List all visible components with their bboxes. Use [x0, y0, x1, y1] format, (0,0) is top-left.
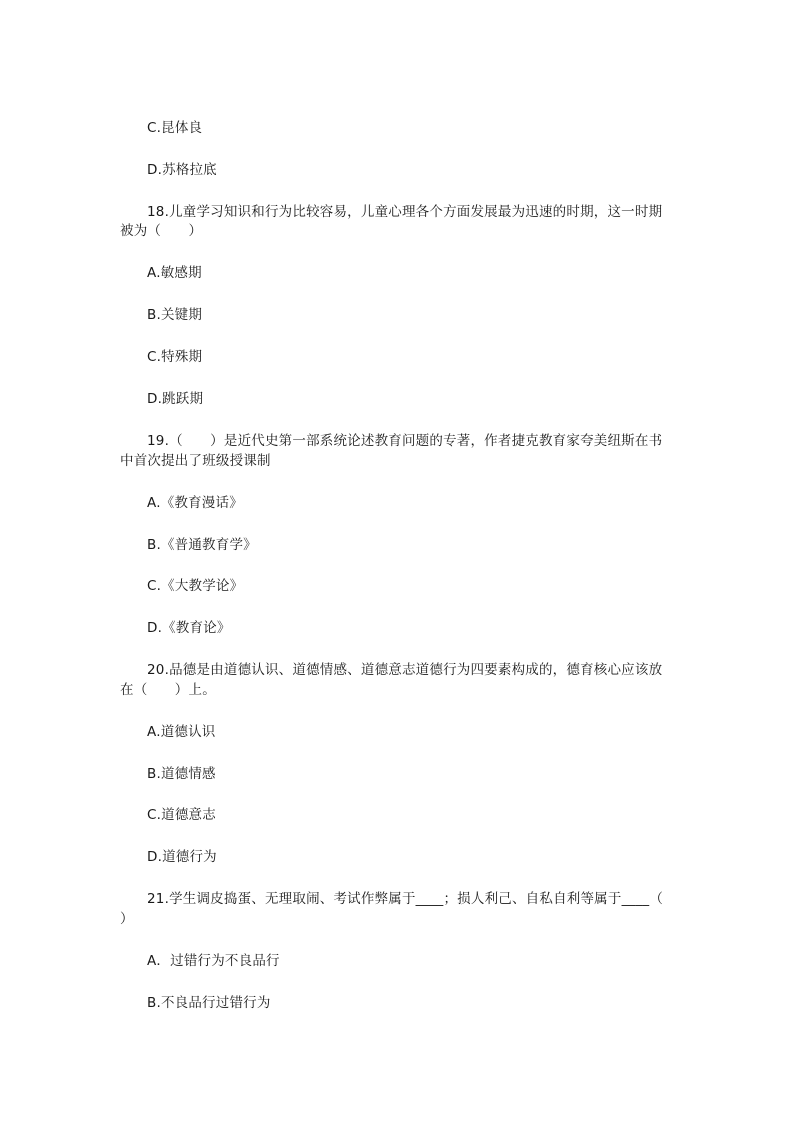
option-b-q19: B.《普通教育学》 — [147, 537, 257, 553]
option-a-q18: A.敏感期 — [147, 265, 202, 281]
option-c-q19: C.《大教学论》 — [147, 578, 244, 594]
question-20-line-1: 20.品德是由道德认识、道德情感、道德意志道德行为四要素构成的，德育核心应该放 — [147, 662, 663, 678]
option-c-q20: C.道德意志 — [147, 807, 216, 823]
option-a-q19: A.《教育漫话》 — [147, 495, 243, 511]
option-a-q20: A.道德认识 — [147, 724, 216, 740]
option-d-q19: D.《教育论》 — [147, 620, 231, 636]
option-b-q20: B.道德情感 — [147, 766, 216, 782]
option-a-q21: A．过错行为不良品行 — [147, 953, 280, 969]
question-20-line-2: 在（ ）上。 — [120, 682, 216, 698]
option-d-q17: D.苏格拉底 — [147, 162, 217, 178]
option-b-q21: B.不良品行过错行为 — [147, 995, 271, 1011]
option-c-q18: C.特殊期 — [147, 349, 203, 365]
question-21-line-2: ） — [120, 911, 134, 927]
question-19-line-1: 19.（ ）是近代史第一部系统论述教育问题的专著，作者捷克教育家夸美纽斯在书 — [147, 433, 663, 449]
option-d-q18: D.跳跃期 — [147, 391, 204, 407]
question-21-line-1: 21.学生调皮捣蛋、无理取闹、考试作弊属于____；损人利己、自私自利等属于____（ — [147, 891, 664, 907]
option-d-q20: D.道德行为 — [147, 849, 217, 865]
question-19-line-2: 中首次提出了班级授课制 — [120, 453, 271, 469]
option-c-q17: C.昆体良 — [147, 120, 203, 136]
question-18-line-1: 18.儿童学习知识和行为比较容易，儿童心理各个方面发展最为迅速的时期，这一时期 — [147, 204, 663, 220]
question-18-line-2: 被为（ ） — [120, 223, 203, 239]
option-b-q18: B.关键期 — [147, 307, 203, 323]
